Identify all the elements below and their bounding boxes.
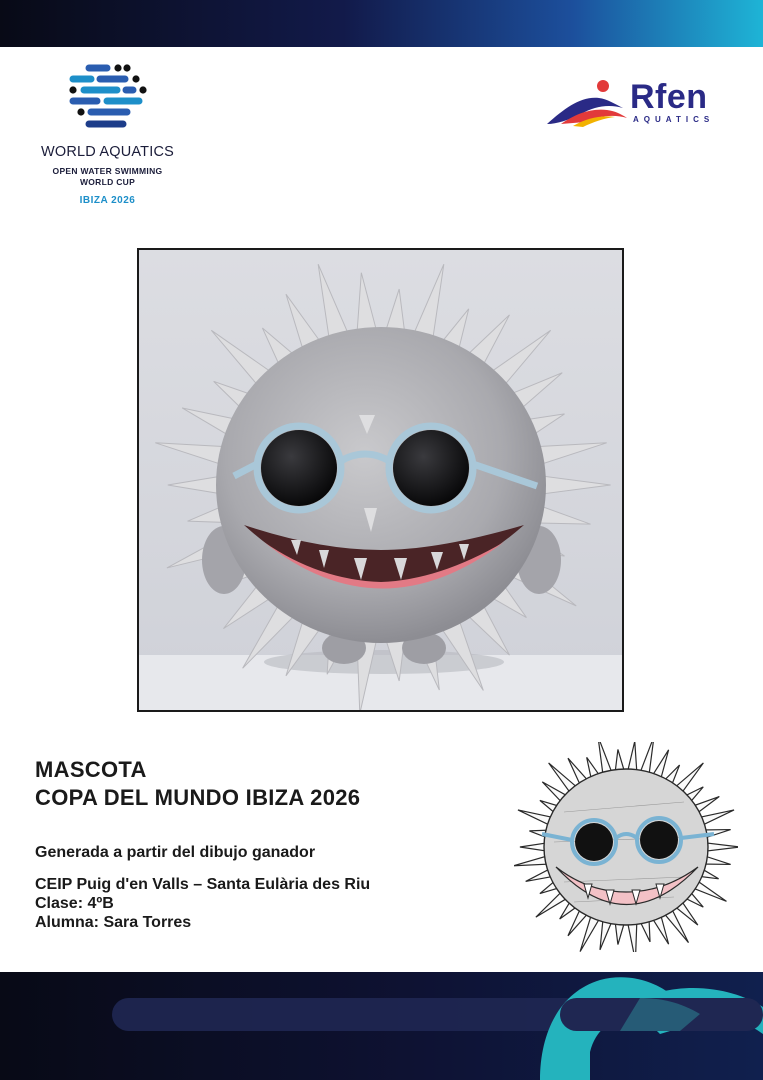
school-text: CEIP Puig d'en Valls – Santa Eulària des Riu: [35, 876, 371, 893]
rfen-name: Rfen: [630, 78, 708, 116]
spike: [628, 922, 637, 952]
mascot-render-icon: [139, 250, 622, 710]
spike: [628, 742, 637, 772]
event-subtitle-line2: WORLD CUP: [79, 177, 136, 187]
spike: [598, 742, 612, 775]
bottom-gradient-band: [0, 972, 763, 1080]
mascot-image-frame: [137, 248, 624, 712]
winning-drawing: [514, 742, 738, 952]
bottom-wave-decoration-icon: [0, 972, 763, 1080]
event-subtitle-line1: OPEN WATER SWIMMING: [52, 166, 163, 176]
title-line1: MASCOTA: [35, 757, 147, 782]
swimmer-wave-icon: [545, 78, 629, 130]
top-gradient-band: [0, 0, 763, 47]
world-aquatics-title: WORLD AQUATICS: [40, 144, 175, 160]
world-aquatics-logo: [25, 62, 190, 212]
page-title: [35, 756, 360, 812]
hand-drawn-mascot-icon: [514, 742, 738, 952]
class-text: Clase: 4ºB: [35, 895, 114, 912]
title-line2: COPA DEL MUNDO IBIZA 2026: [35, 785, 361, 810]
event-place: IBIZA 2026: [79, 195, 136, 206]
world-aquatics-emblem-icon: [67, 62, 147, 134]
rfen-tagline: AQUATICS: [633, 115, 715, 124]
spike: [640, 742, 654, 775]
generated-from-text: Generada a partir del dibujo ganador: [35, 844, 316, 861]
rfen-logo: [545, 78, 735, 133]
student-text: Alumna: Sara Torres: [35, 914, 192, 931]
